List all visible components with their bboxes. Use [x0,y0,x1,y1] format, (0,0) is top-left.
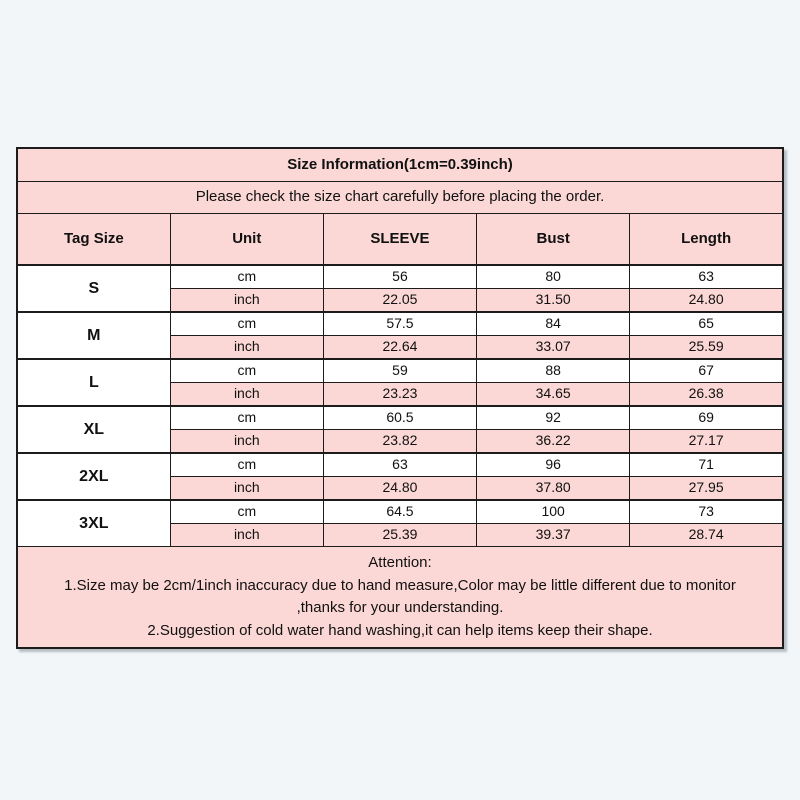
value-cell: 69 [630,406,783,430]
value-cell: 37.80 [477,477,630,501]
unit-label-inch: inch [170,336,323,360]
value-cell: 100 [477,500,630,524]
column-header-bust: Bust [477,214,630,266]
unit-label-inch: inch [170,430,323,454]
unit-label-cm: cm [170,500,323,524]
size-label-l: L [17,359,170,406]
value-cell: 64.5 [323,500,476,524]
value-cell: 56 [323,265,476,289]
unit-label-cm: cm [170,359,323,383]
column-header-sleeve: SLEEVE [323,214,476,266]
attention-heading: Attention: [368,554,432,571]
size-label-3xl: 3XL [17,500,170,547]
value-cell: 22.05 [323,289,476,313]
table-subtitle: Please check the size chart carefully before placing the order. [17,182,783,214]
unit-label-inch: inch [170,477,323,501]
value-cell: 39.37 [477,524,630,547]
value-cell: 25.59 [630,336,783,360]
size-label-xl: XL [17,406,170,453]
unit-label-cm: cm [170,265,323,289]
size-label-2xl: 2XL [17,453,170,500]
size-chart [16,147,784,649]
table-row-l-cm [17,359,783,383]
value-cell: 27.95 [630,477,783,501]
table-row-m-cm [17,312,783,336]
value-cell: 63 [323,453,476,477]
unit-label-inch: inch [170,289,323,313]
value-cell: 84 [477,312,630,336]
column-header-unit: Unit [170,214,323,266]
value-cell: 59 [323,359,476,383]
value-cell: 65 [630,312,783,336]
size-label-s: S [17,265,170,312]
value-cell: 24.80 [630,289,783,313]
size-chart-table [16,147,784,649]
table-row-3xl-cm [17,500,783,524]
column-header-length: Length [630,214,783,266]
subtitle-row [17,182,783,214]
value-cell: 80 [477,265,630,289]
attention-note [17,547,783,649]
table-row-2xl-cm [17,453,783,477]
value-cell: 92 [477,406,630,430]
value-cell: 60.5 [323,406,476,430]
attention-row [17,547,783,649]
title-row [17,148,783,182]
value-cell: 24.80 [323,477,476,501]
value-cell: 31.50 [477,289,630,313]
column-header-tag-size: Tag Size [17,214,170,266]
unit-label-inch: inch [170,383,323,407]
attention-line-1: 1.Size may be 2cm/1inch inaccuracy due to hand measure,Color may be little different due to monitor [64,576,736,594]
value-cell: 33.07 [477,336,630,360]
value-cell: 71 [630,453,783,477]
value-cell: 22.64 [323,336,476,360]
value-cell: 63 [630,265,783,289]
value-cell: 23.23 [323,383,476,407]
value-cell: 28.74 [630,524,783,547]
value-cell: 88 [477,359,630,383]
size-label-m: M [17,312,170,359]
attention-line-3: 2.Suggestion of cold water hand washing,it can help items keep their shape. [147,621,653,639]
value-cell: 27.17 [630,430,783,454]
column-header-row [17,214,783,266]
table-row-s-cm [17,265,783,289]
value-cell: 36.22 [477,430,630,454]
attention-line-2: ,thanks for your understanding. [296,599,504,616]
value-cell: 67 [630,359,783,383]
unit-label-cm: cm [170,453,323,477]
unit-label-cm: cm [170,312,323,336]
unit-label-inch: inch [170,524,323,547]
value-cell: 57.5 [323,312,476,336]
value-cell: 26.38 [630,383,783,407]
table-title: Size Information(1cm=0.39inch) [17,148,783,182]
table-row-xl-cm [17,406,783,430]
value-cell: 73 [630,500,783,524]
unit-label-cm: cm [170,406,323,430]
value-cell: 34.65 [477,383,630,407]
value-cell: 23.82 [323,430,476,454]
value-cell: 96 [477,453,630,477]
value-cell: 25.39 [323,524,476,547]
